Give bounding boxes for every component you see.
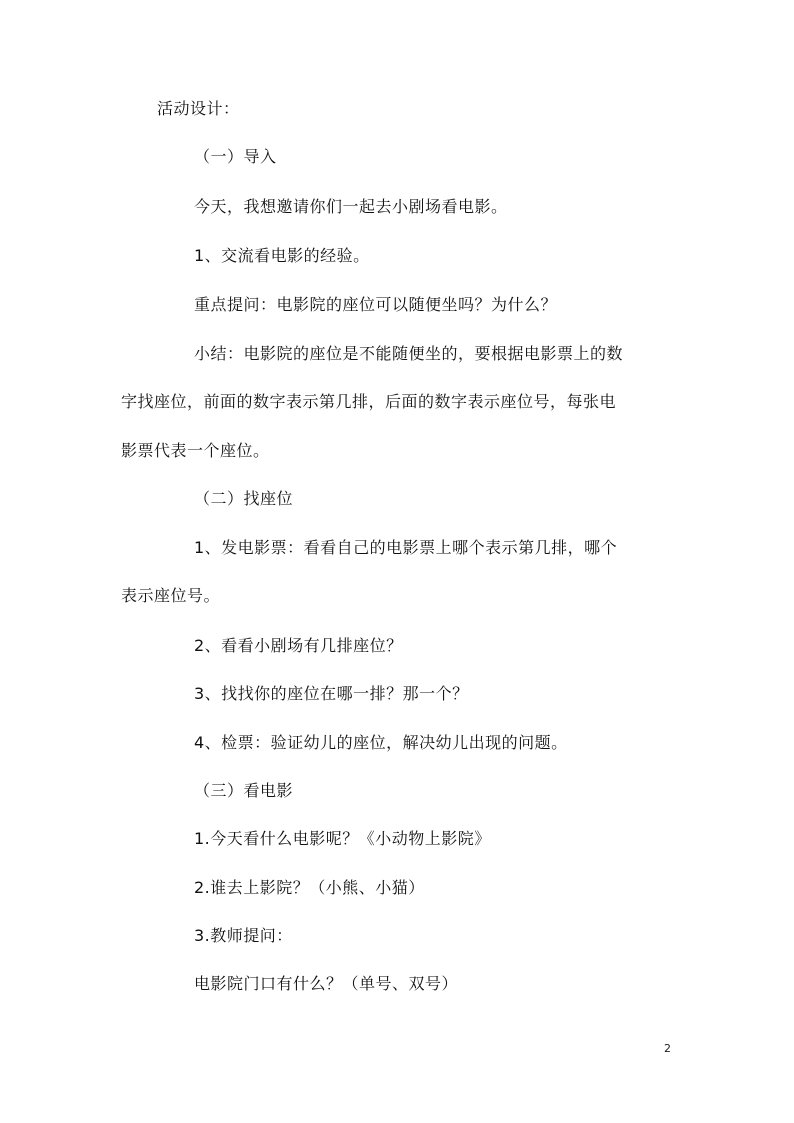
list-item-find-your-seat: 3、找找你的座位在哪一排？那一个？ [194,684,469,703]
subheading-watch-movie: （三）看电影 [194,781,294,800]
list-item-who-goes: 2.谁去上影院？（小熊、小猫） [194,878,425,897]
subheading-introduction: （一）导入 [194,147,277,166]
paragraph-summary-line-3: 影票代表一个座位。 [121,441,270,460]
paragraph-invitation: 今天，我想邀请你们一起去小剧场看电影。 [194,197,508,216]
list-item-count-rows: 2、看看小剧场有几排座位？ [194,636,403,655]
paragraph-cinema-entrance: 电影院门口有什么？（单号、双号） [194,974,459,993]
list-item-hand-out-tickets-line-2: 表示座位号。 [121,586,221,605]
subheading-find-seats: （二）找座位 [194,489,294,508]
section-heading-activity-design: 活动设计： [157,99,240,118]
page-number: 2 [664,1042,671,1055]
list-item-ticket-check: 4、检票：验证幼儿的座位，解决幼儿出现的问题。 [194,733,568,752]
list-item-hand-out-tickets-line-1: 1、发电影票：看看自己的电影票上哪个表示第几排，哪个 [194,538,618,557]
list-item-exchange-experience: 1、交流看电影的经验。 [194,246,370,265]
paragraph-summary-line-1: 小结：电影院的座位是不能随便坐的，要根据电影票上的数 [194,344,624,363]
paragraph-summary-line-2: 字找座位，前面的数字表示第几排，后面的数字表示座位号，每张电 [121,392,617,411]
list-item-teacher-question: 3.教师提问： [194,926,293,945]
paragraph-key-question: 重点提问：电影院的座位可以随便坐吗？为什么？ [194,295,558,314]
list-item-which-movie: 1.今天看什么电影呢？《小动物上影院》 [194,829,491,848]
